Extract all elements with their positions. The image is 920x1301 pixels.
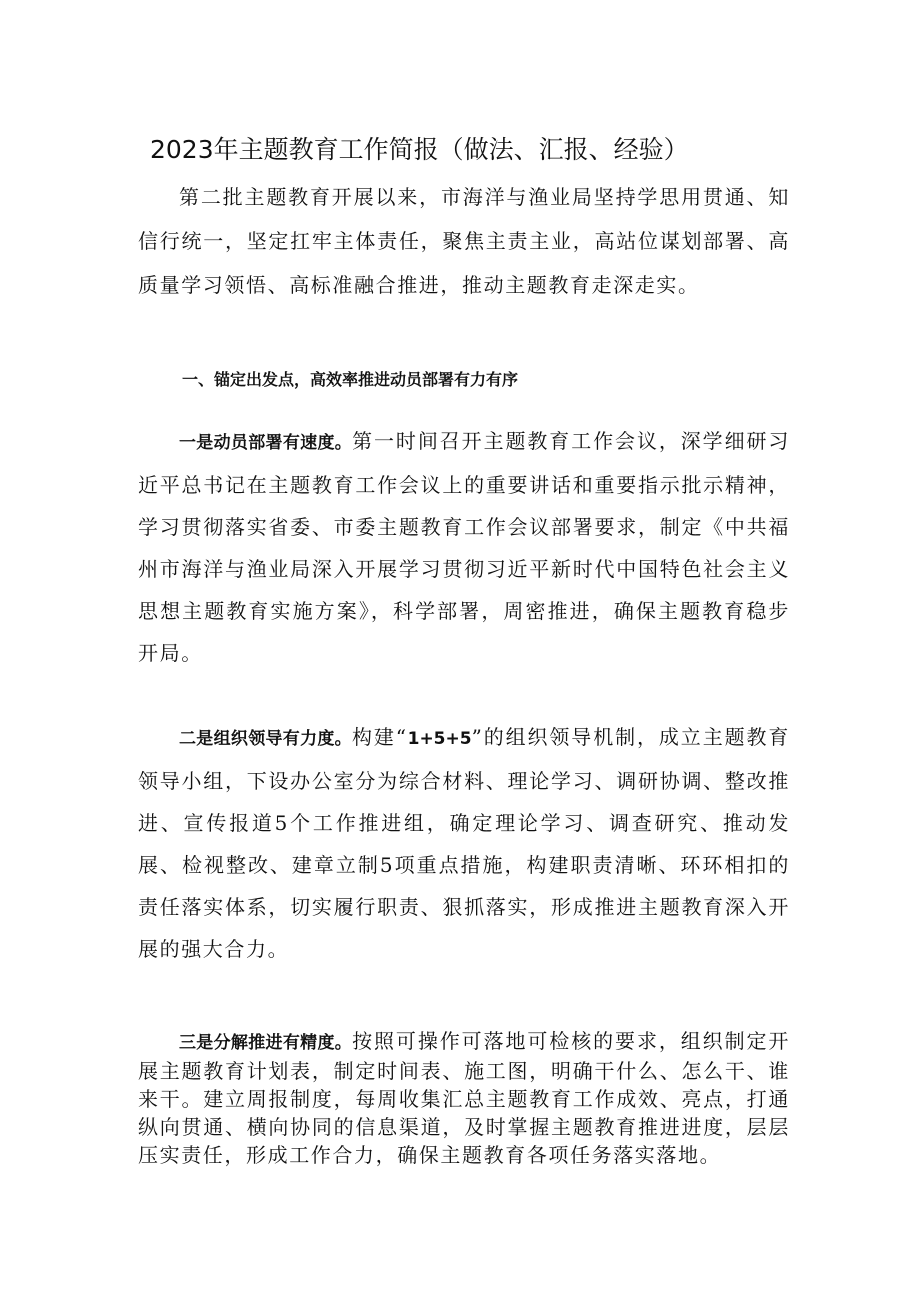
item-body: 第一时间召开主题教育工作会议，深学细研习近平总书记在主题教育工作会议上的重要讲话和重要指示批示精神，学习贯彻落实省委、市委主题教育工作会议部署要求，制定《中共福州市海洋与渔业局深入开展学习贯彻习近平新时代中国特色社会主义思想主题教育实施方案》，科学部署，周密推进，确保主题教育稳步开局。: [138, 429, 791, 665]
item-lead: 一是动员部署有速度。: [179, 433, 353, 453]
item-body-number: 1+5+5: [407, 729, 472, 749]
item-paragraph-2: [138, 716, 790, 970]
item-body-after: ”的组织领导机制，成立主题教育领导小组，下设办公室分为综合材料、理论学习、调研协调、整改推进、宣传报道5个工作推进组，确定理论学习、调查研究、推动发展、检视整改、建章立制5项重点措施，构建职责清晰、环环相扣的责任落实体系，切实履行职责、狠抓落实，形成推进主题教育深入开展的强大合力。: [138, 725, 790, 961]
item-body-before: 构建“: [351, 725, 408, 749]
section-heading: 一、锚定出发点，高效率推进动员部署有力有序: [182, 370, 519, 389]
document-title: 2023年主题教育工作简报（做法、汇报、经验）: [150, 135, 689, 164]
item-paragraph-3: [138, 1027, 790, 1169]
item-lead: 三是分解推进有精度。: [179, 1033, 353, 1053]
item-paragraph-1: [138, 420, 790, 674]
item-lead: 二是组织领导有力度。: [179, 729, 352, 749]
item-body: 按照可操作可落地可检核的要求，组织制定开展主题教育计划表，制定时间表、施工图，明确干什么、怎么干、谁来干。建立周报制度，每周收集汇总主题教育工作成效、亮点，打通纵向贯通、横向协同的信息渠道，及时掌握主题教育推进进度，层层压实责任，形成工作合力，确保主题教育各项任务落实落地。: [138, 1029, 791, 1167]
intro-paragraph: 第二批主题教育开展以来，市海洋与渔业局坚持学思用贯通、知信行统一，坚定扛牢主体责任，聚焦主责主业，高站位谋划部署、高质量学习领悟、高标准融合推进，推动主题教育走深走实。: [138, 185, 790, 297]
